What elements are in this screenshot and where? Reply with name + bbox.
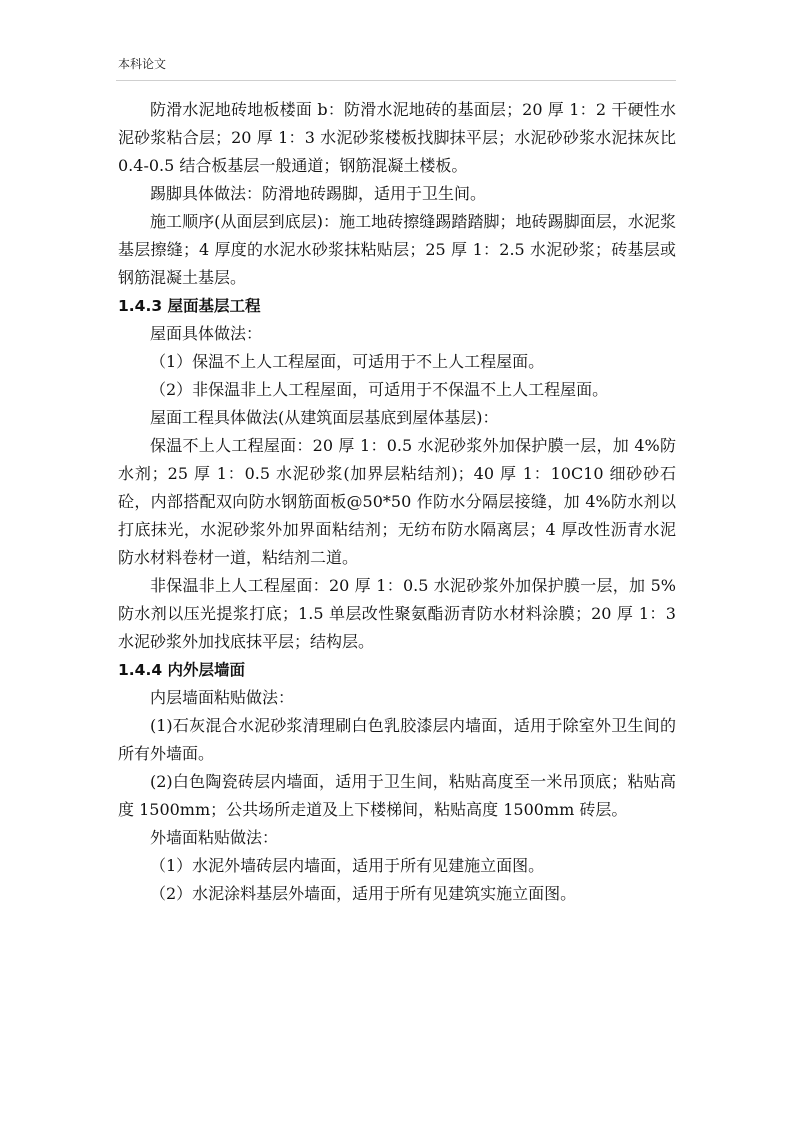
header-divider [116,80,676,81]
list-item-exterior-2: （2）水泥涂料基层外墙面，适用于所有见建筑实施立面图。 [150,884,577,903]
list-item-exterior-1: （1）水泥外墙砖层内墙面，适用于所有见建施立面图。 [150,856,545,875]
paragraph-construction-order: 施工顺序(从面层到底层)：施工地砖擦缝踢踏踏脚；地砖踢脚面层，水泥浆基层擦缝；4 厚度的水泥水砂浆抹粘贴层；25 厚 1：2.5 水泥砂浆；砖基层或钢筋混凝土基层。 [118,212,676,287]
list-item-roof-1: （1）保温不上人工程屋面，可适用于不上人工程屋面。 [150,352,545,371]
paragraph-insulated-roof: 保温不上人工程屋面：20 厚 1：0.5 水泥砂浆外加保护膜一层，加 4%防水剂；25 厚 1：0.5 水泥砂浆(加界层粘结剂)；40 厚 1：10C10 细砂砂石砼，内部搭配双向防水钢筋面板@50*50 作防水分隔层接缝，加 4%防水剂以打底抹光，水泥砂浆外加界面粘结剂；无纺布防水隔离层；4 厚改性沥青水泥防水材料卷材一道，粘结剂二道。 [118,436,676,567]
paragraph-floor-finish: 防滑水泥地砖地板楼面 b：防滑水泥地砖的基面层；20 厚 1：2 干硬性水泥砂浆粘合层；20 厚 1：3 水泥砂浆楼板找脚抹平层；水泥砂砂浆水泥抹灰比 0.4-0.5 结合板基层一般通道；钢筋混凝土楼板。 [118,100,676,175]
paragraph-skirting: 踢脚具体做法：防滑地砖踢脚，适用于卫生间。 [150,184,487,203]
list-item-roof-2: （2）非保温非上人工程屋面，可适用于不保温不上人工程屋面。 [150,380,609,399]
paragraph-roof-detail-intro: 屋面工程具体做法(从建筑面层基底到屋体基层)： [150,408,499,427]
paragraph-interior-walls: 内层墙面粘贴做法： [150,688,295,707]
list-item-interior-2: (2)白色陶瓷砖层内墙面，适用于卫生间，粘贴高度至一米吊顶底；粘贴高度 1500mm；公共场所走道及上下楼梯间，粘贴高度 1500mm 砖层。 [118,772,676,819]
section-heading-walls: 1.4.4 内外层墙面 [118,661,246,679]
paragraph-exterior-walls: 外墙面粘贴做法： [150,828,279,847]
list-item-interior-1: (1)石灰混合水泥砂浆清理刷白色乳胶漆层内墙面，适用于除室外卫生间的所有外墙面。 [118,716,676,763]
paragraph-non-insulated-roof: 非保温非上人工程屋面：20 厚 1：0.5 水泥砂浆外加保护膜一层，加 5%防水剂以压光提浆打底；1.5 单层改性聚氨酯沥青防水材料涂膜；20 厚 1：3 水泥砂浆外加找底抹平层；结构层。 [118,576,676,651]
document-body [118,96,676,908]
page-header: 本科论文 [118,57,167,71]
paragraph-roof-methods: 屋面具体做法： [150,324,263,343]
section-heading-roof: 1.4.3 屋面基层工程 [118,297,261,315]
